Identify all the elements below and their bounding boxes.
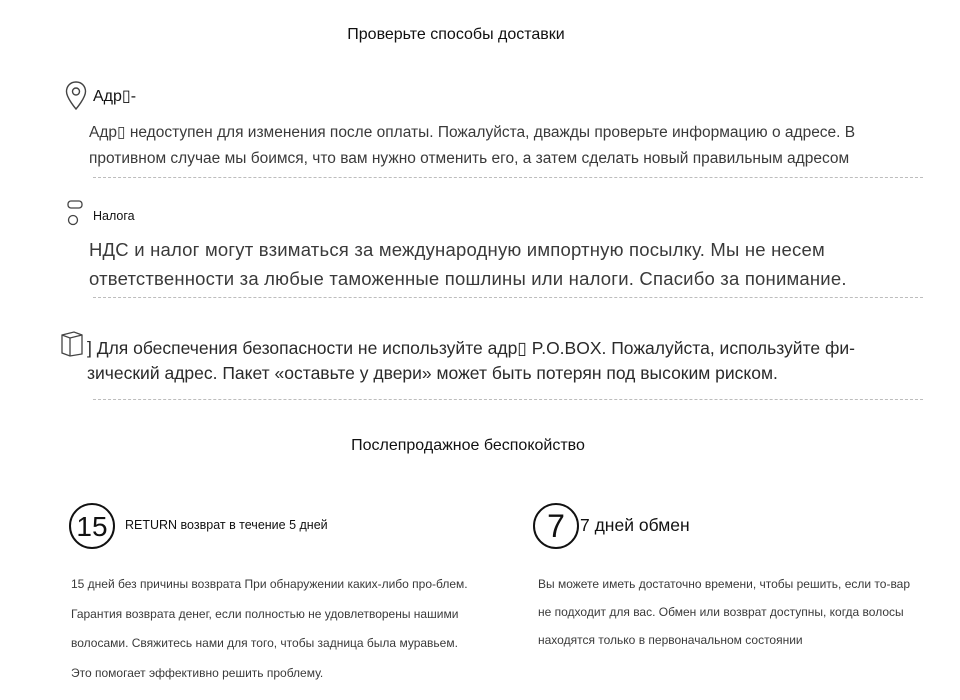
tax-label: Налога — [93, 209, 135, 223]
after-sales-heading: Послепродажное беспокойство — [351, 437, 585, 454]
address-label: Адр▯- — [93, 88, 137, 105]
delivery-heading: Проверьте способы доставки — [347, 26, 565, 43]
return-policy-title: RETURN возврат в течение 5 дней — [125, 518, 328, 532]
exchange-badge-number: 7 — [547, 508, 565, 544]
divider — [93, 399, 923, 400]
divider — [93, 297, 923, 298]
tax-icon — [64, 200, 86, 230]
divider — [93, 177, 923, 178]
package-box-icon — [60, 331, 84, 357]
tax-notice-text: НДС и налог могут взиматься за международную импортную посылку. Мы не несем ответственности за любые таможенные пошлины или налоги. Спасибо за понимание. — [89, 239, 847, 289]
return-policy-text: 15 дней без причины возврата При обнаружении каких-либо про-блем. Гарантия возврата денег, если полностью не удовлетворены нашими волосами. Свяжитесь нами для того, чтобы задница была муравьем. Это помогает эффективно решить проблему. — [71, 577, 468, 680]
pobox-notice-text: ] Для обеспечения безопасности не используйте адр▯ P.O.BOX. Пожалуйста, используйте фи-зический адрес. Пакет «оставьте у двери» может быть потерян под высоким риском. — [87, 338, 855, 383]
return-badge-number: 15 — [76, 511, 108, 542]
seven-day-badge-icon — [532, 502, 580, 550]
fifteen-day-badge-icon — [68, 502, 116, 550]
address-notice-text: Адр▯ недоступен для изменения после оплаты. Пожалуйста, дважды проверьте информацию о адресе. В противном случае мы боимся, что вам нужно отменить его, а затем сделать новый правильным адресом — [89, 124, 856, 167]
exchange-policy-title: 7 дней обмен — [580, 515, 690, 535]
exchange-policy-text: Вы можете иметь достаточно времени, чтобы решить, если то-вар не подходит для вас. Обмен или возврат доступны, когда волосы находятся только в первоначальном состоянии — [538, 577, 911, 647]
location-pin-icon — [64, 80, 88, 112]
